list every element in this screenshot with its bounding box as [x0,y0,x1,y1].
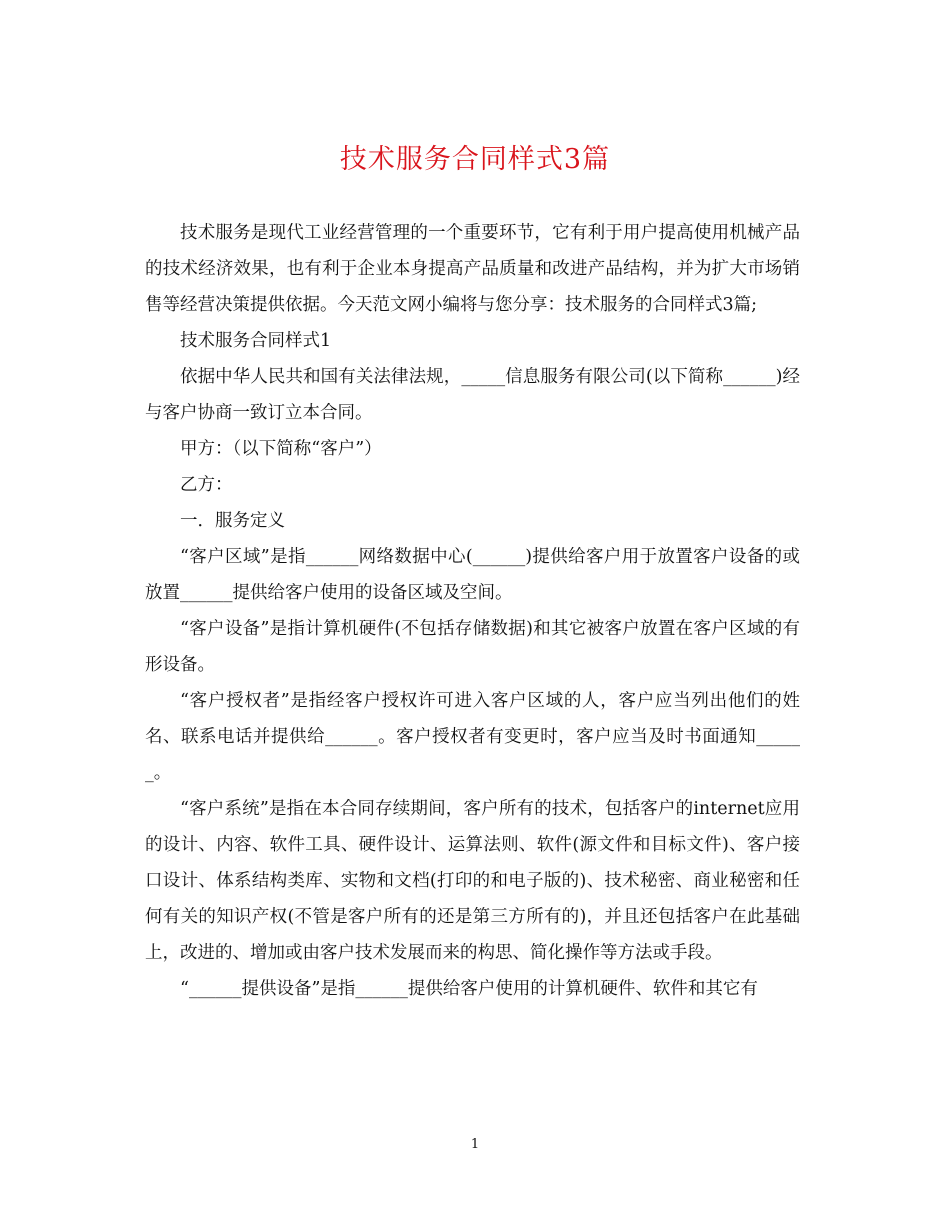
paragraph-intro: 技术服务是现代工业经营管理的一个重要环节，它有利于用户提高使用机械产品的技术经济效果，也有利于企业本身提高产品质量和改进产品结构，并为扩大市场销售等经营决策提供依据。今天范文网小编将与您分享：技术服务的合同样式3篇; [145,223,800,315]
paragraph-provided-equipment: “______提供设备”是指______提供给客户使用的计算机硬件、软件和其它有 [180,979,758,999]
paragraph-customer-system: “客户系统”是指在本合同存续期间，客户所有的技术，包括客户的internet应用的设计、内容、软件工具、硬件设计、运算法则、软件(源文件和目标文件)、客户接口设计、体系结构类库、实物和文档(打印的和电子版的)、技术秘密、商业秘密和任何有关的知识产权(不管是客户所有的还是第三方所有的)，并且还包括客户在此基础上，改进的、增加或由客户技术发展而来的构思、简化操作等方法或手段。 [145,799,800,963]
paragraph-legal-basis: 依据中华人民共和国有关法律法规，_____信息服务有限公司(以下简称______)经与客户协商一致订立本合同。 [145,367,800,423]
paragraph-customer-equipment: “客户设备”是指计算机硬件(不包括存储数据)和其它被客户放置在客户区域的有形设备。 [145,619,800,675]
paragraph-service-definition-heading: 一．服务定义 [180,511,285,531]
paragraph-section-heading: 技术服务合同样式1 [180,331,332,351]
document-body [145,215,800,1007]
paragraph-customer-area: “客户区域”是指______网络数据中心(______)提供给客户用于放置客户设备的或放置______提供给客户使用的设备区域及空间。 [145,547,800,603]
page-number: 1 [470,1137,480,1152]
document-title: 技术服务合同样式3篇 [339,144,611,175]
paragraph-party-a: 甲方：（以下简称“客户”） [180,439,382,459]
paragraph-customer-authorized: “客户授权者”是指经客户授权许可进入客户区域的人，客户应当列出他们的姓名、联系电话并提供给______。客户授权者有变更时，客户应当及时书面通知______。 [145,691,800,783]
paragraph-party-b: 乙方： [180,475,233,495]
